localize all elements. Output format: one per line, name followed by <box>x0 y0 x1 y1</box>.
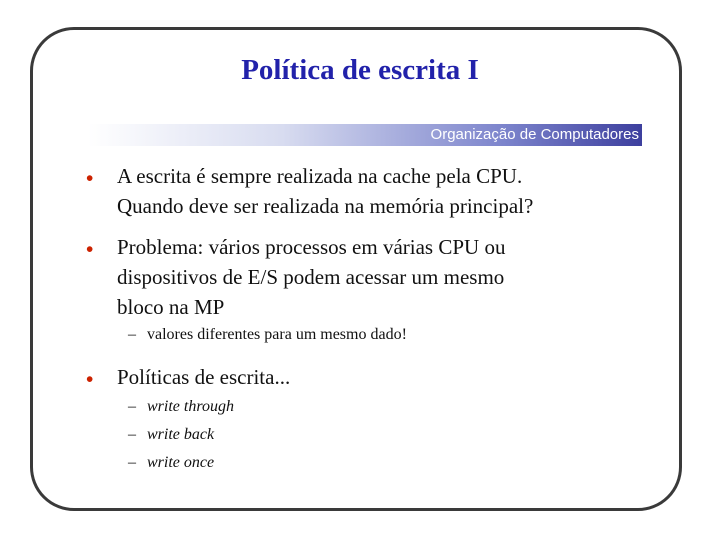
sub-bullet-marker: – <box>128 454 136 471</box>
sub-bullet-marker: – <box>128 398 136 415</box>
bullet-1-line-1: A escrita é sempre realizada na cache pela CPU. <box>117 164 523 188</box>
sub-bullet-text: valores diferentes para um mesmo dado! <box>147 326 407 343</box>
bullet-2-line-1: Problema: vários processos em várias CPU ou <box>117 235 506 259</box>
sub-bullet-marker: – <box>128 326 136 343</box>
sub-bullet-write-back: write back <box>147 426 215 443</box>
sub-bullet-write-once: write once <box>147 454 215 471</box>
bullet-3-line-1: Políticas de escrita... <box>117 365 291 389</box>
bullet-marker: • <box>86 237 94 261</box>
banner-text: Organização de Computadores <box>430 126 639 143</box>
bullet-2-line-2: dispositivos de E/S podem acessar um mesmo <box>117 265 505 289</box>
bullet-marker: • <box>86 367 94 391</box>
slide-title: Política de escrita I <box>241 54 479 86</box>
sub-bullet-marker: – <box>128 426 136 443</box>
course-banner <box>88 124 642 146</box>
sub-bullet-write-through: write through <box>147 398 234 415</box>
bullet-2-line-3: bloco na MP <box>117 295 225 319</box>
bullet-marker: • <box>86 166 94 190</box>
bullet-1-line-2: Quando deve ser realizada na memória principal? <box>117 194 534 218</box>
